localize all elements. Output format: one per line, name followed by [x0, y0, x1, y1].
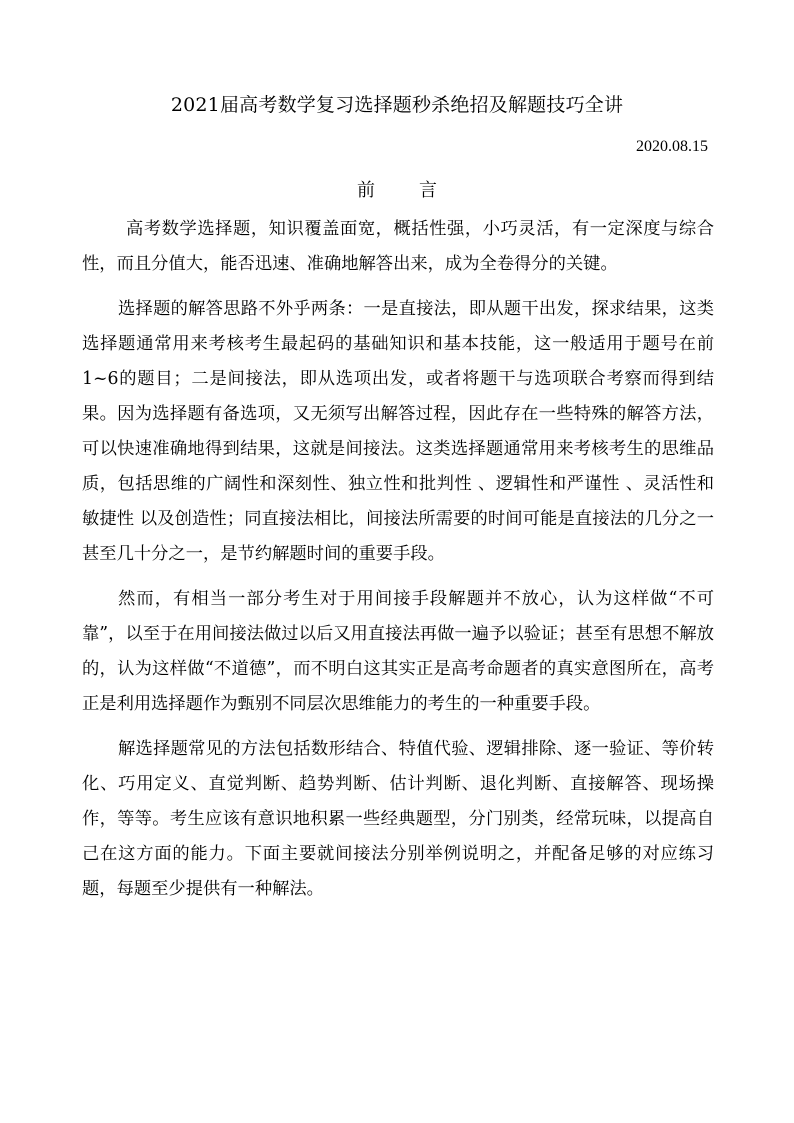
heading-char-right: 言	[419, 180, 437, 201]
body-text	[82, 212, 714, 917]
paragraph-3: 然而，有相当一部分考生对于用间接手段解题并不放心，认为这样做“不可靠”，以至于在用间接法做过以后又用直接法再做一遍予以验证；甚至有思想不解放的，认为这样做“不道德”，而不明白这其实正是高考命题者的真实意图所在，高考正是利用选择题作为甄别不同层次思维能力的考生的一种重要手段。	[82, 589, 714, 714]
paragraph-1: 高考数学选择题，知识覆盖面宽，概括性强，小巧灵活，有一定深度与综合性，而且分值大，能否迅速、准确地解答出来，成为全卷得分的关键。	[82, 219, 714, 274]
document-title: 2021届高考数学复习选择题秒杀绝招及解题技巧全讲	[170, 94, 624, 116]
document-date: 2020.08.15	[636, 138, 708, 155]
heading-char-left: 前	[357, 180, 375, 201]
paragraph-2: 选择题的解答思路不外乎两条：一是直接法，即从题干出发，探求结果，这类选择题通常用来考核考生最起码的基础知识和基本技能，这一般适用于题号在前1~6的题目；二是间接法，即从选项出发，或者将题干与选项联合考察而得到结果。因为选择题有备选项，又无须写出解答过程，因此存在一些特殊的解答方法，可以快速准确地得到结果，这就是间接法。这类选择题通常用来考核考生的思维品质，包括思维的广阔性和深刻性、独立性和批判性 、逻辑性和严谨性 、灵活性和敏捷性 以及创造性；同直接法相比，间接法所需要的时间可能是直接法的几分之一甚至几十分之一，是节约解题时间的重要手段。	[82, 299, 714, 564]
section-heading	[0, 176, 794, 202]
paragraph-4: 解选择题常见的方法包括数形结合、特值代验、逻辑排除、逐一验证、等价转化、巧用定义、直觉判断、趋势判断、估计判断、退化判断、直接解答、现场操作，等等。考生应该有意识地积累一些经典题型，分门别类，经常玩味，以提高自己在这方面的能力。下面主要就间接法分别举例说明之，并配备足够的对应练习题，每题至少提供有一种解法。	[82, 739, 714, 899]
